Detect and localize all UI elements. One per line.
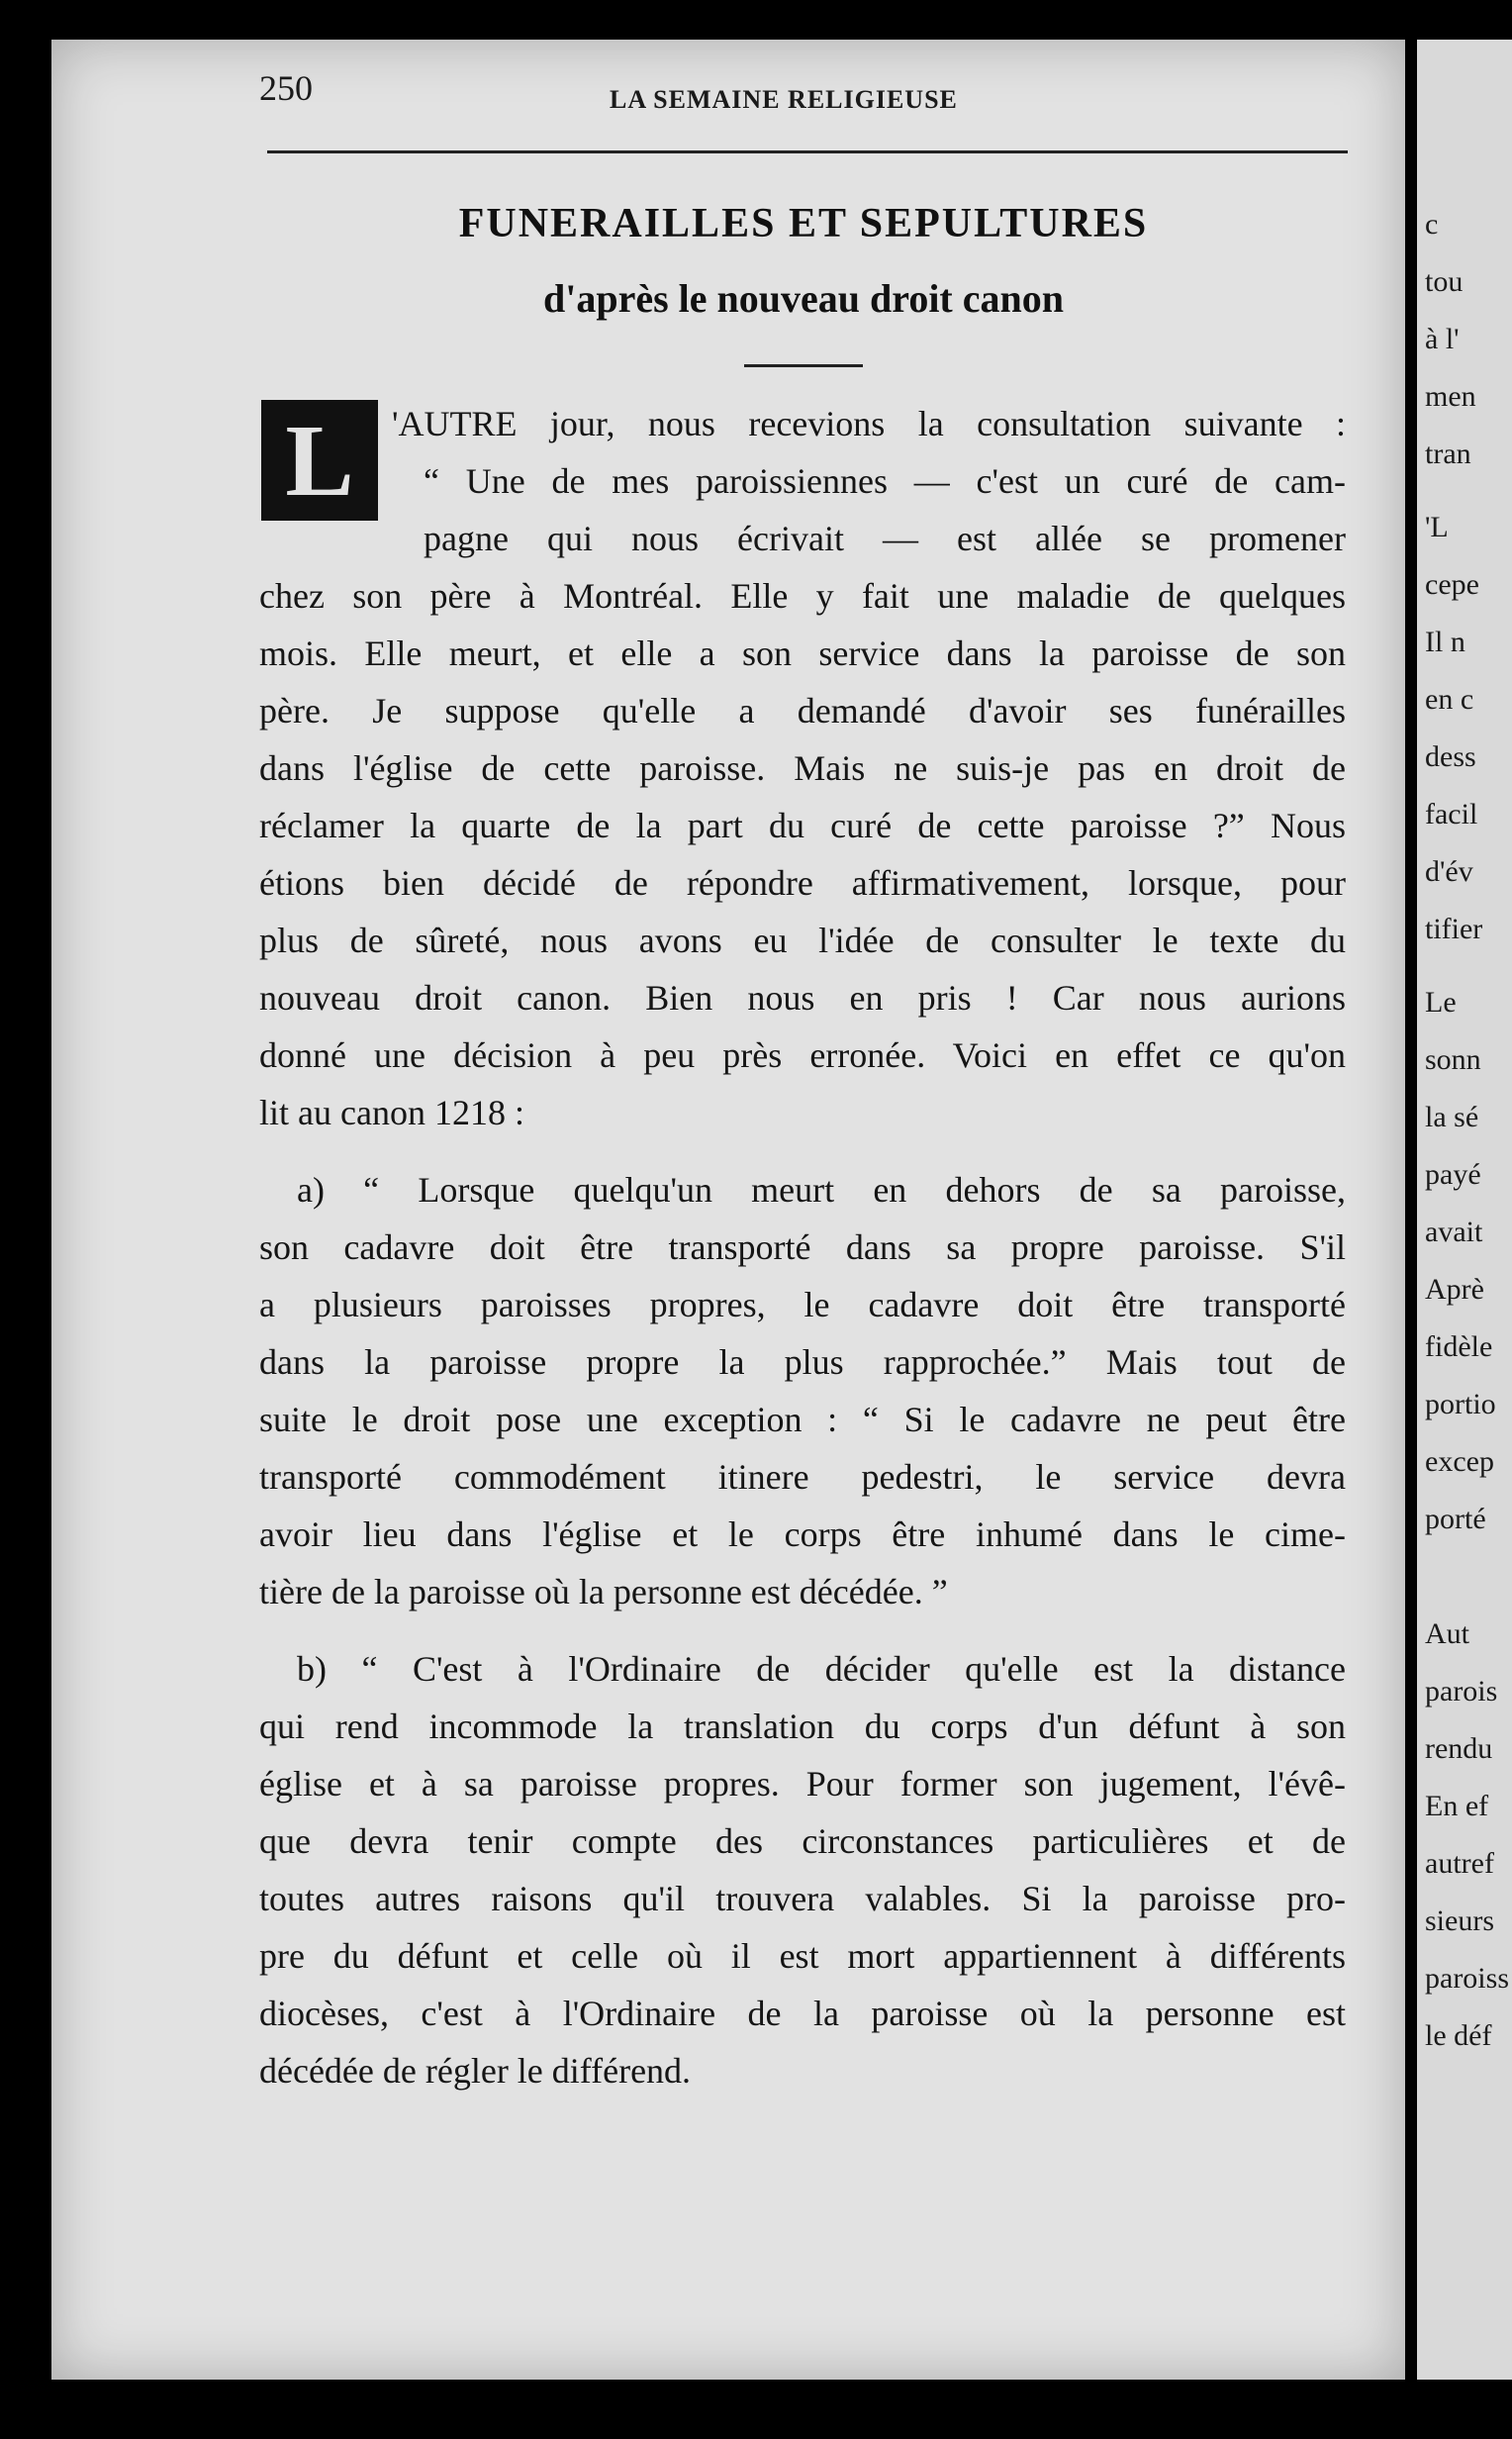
adjacent-page-fragment: Aprè bbox=[1425, 1273, 1484, 1306]
text-line: “ Une de mes paroissiennes — c'est un curé de cam- bbox=[424, 461, 1346, 501]
text-line: a plusieurs paroisses propres, le cadavre doit être transporté bbox=[259, 1285, 1346, 1324]
header-rule bbox=[267, 150, 1348, 153]
adjacent-page-fragment: facil bbox=[1425, 798, 1478, 830]
adjacent-page-fragment: paroiss bbox=[1425, 1962, 1509, 1995]
adjacent-page-fragment: avait bbox=[1425, 1216, 1483, 1248]
text-line: son cadavre doit être transporté dans sa propre paroisse. S'il bbox=[259, 1227, 1346, 1267]
adjacent-page-fragment: portio bbox=[1425, 1388, 1496, 1420]
text-line: pagne qui nous écrivait — est allée se promener bbox=[424, 519, 1346, 558]
adjacent-page-fragment: tran bbox=[1425, 438, 1471, 470]
adjacent-page-fragment: à l' bbox=[1425, 323, 1460, 355]
text-line: dans l'église de cette paroisse. Mais ne suis-je pas en droit de bbox=[259, 748, 1346, 788]
text-line: église et à sa paroisse propres. Pour former son jugement, l'évê- bbox=[259, 1764, 1346, 1804]
article-title: FUNERAILLES ET SEPULTURES bbox=[458, 201, 1149, 246]
adjacent-page-fragment: porté bbox=[1425, 1503, 1486, 1535]
adjacent-page-fragment: d'év bbox=[1425, 855, 1473, 888]
text-line: donné une décision à peu près erronée. Voici en effet ce qu'on bbox=[259, 1035, 1346, 1075]
text-line: a) “ Lorsque quelqu'un meurt en dehors de sa paroisse, bbox=[297, 1170, 1346, 1210]
article-subtitle: d'après le nouveau droit canon bbox=[543, 276, 1064, 321]
text-line: dans la paroisse propre la plus rapprochée.” Mais tout de bbox=[259, 1342, 1346, 1382]
page-number: 250 bbox=[259, 68, 313, 108]
text-line: 'AUTRE jour, nous recevions la consultation suivante : bbox=[392, 404, 1346, 443]
adjacent-page-fragment: parois bbox=[1425, 1675, 1498, 1707]
text-line: toutes autres raisons qu'il trouvera valables. Si la paroisse pro- bbox=[259, 1879, 1346, 1918]
text-line: qui rend incommode la translation du corps d'un défunt à son bbox=[259, 1707, 1346, 1746]
text-line: lit au canon 1218 : bbox=[259, 1093, 524, 1132]
adjacent-page-fragment: fidèle bbox=[1425, 1330, 1493, 1363]
dropcap-letter: L bbox=[261, 400, 378, 521]
adjacent-page-fragment: c bbox=[1425, 208, 1439, 241]
adjacent-page-fragment: men bbox=[1425, 380, 1476, 413]
text-line: tière de la paroisse où la personne est décédée. ” bbox=[259, 1572, 948, 1611]
adjacent-page-fragment: excep bbox=[1425, 1445, 1494, 1478]
text-line: père. Je suppose qu'elle a demandé d'avoir ses funérailles bbox=[259, 691, 1346, 731]
text-line: décédée de régler le différend. bbox=[259, 2051, 692, 2091]
text-line: plus de sûreté, nous avons eu l'idée de consulter le texte du bbox=[259, 921, 1346, 960]
adjacent-page bbox=[1417, 40, 1512, 2380]
adjacent-page-fragment: sonn bbox=[1425, 1043, 1481, 1076]
adjacent-page-fragment: tou bbox=[1425, 265, 1464, 298]
title-divider bbox=[744, 364, 863, 367]
adjacent-page-fragment: Il n bbox=[1425, 626, 1465, 658]
adjacent-page-fragment: sieurs bbox=[1425, 1904, 1494, 1937]
text-line: transporté commodément itinere pedestri, le service devra bbox=[259, 1457, 1346, 1497]
text-line: réclamer la quarte de la part du curé de cette paroisse ?” Nous bbox=[259, 806, 1346, 845]
running-title: LA SEMAINE RELIGIEUSE bbox=[610, 85, 958, 114]
text-line: que devra tenir compte des circonstances particulières et de bbox=[259, 1821, 1346, 1861]
adjacent-page-fragment: tifier bbox=[1425, 913, 1483, 945]
adjacent-page-fragment: en c bbox=[1425, 683, 1474, 716]
text-line: étions bien décidé de répondre affirmativement, lorsque, pour bbox=[259, 863, 1346, 903]
adjacent-page-fragment: cepe bbox=[1425, 568, 1479, 601]
adjacent-page-fragment: Le bbox=[1425, 986, 1457, 1019]
adjacent-page-fragment: rendu bbox=[1425, 1732, 1493, 1765]
adjacent-page-fragment: la sé bbox=[1425, 1101, 1479, 1133]
adjacent-page-fragment: 'L bbox=[1425, 511, 1449, 543]
text-line: avoir lieu dans l'église et le corps être inhumé dans le cime- bbox=[259, 1514, 1346, 1554]
text-line: b) “ C'est à l'Ordinaire de décider qu'elle est la distance bbox=[297, 1649, 1346, 1689]
adjacent-page-fragment: dess bbox=[1425, 740, 1476, 773]
text-line: pre du défunt et celle où il est mort appartiennent à différents bbox=[259, 1936, 1346, 1976]
text-line: suite le droit pose une exception : “ Si le cadavre ne peut être bbox=[259, 1400, 1346, 1439]
adjacent-page-fragment: Aut bbox=[1425, 1617, 1469, 1650]
adjacent-page-fragment: En ef bbox=[1425, 1790, 1489, 1822]
text-line: diocèses, c'est à l'Ordinaire de la paroisse où la personne est bbox=[259, 1994, 1346, 2033]
text-line: nouveau droit canon. Bien nous en pris ! Car nous aurions bbox=[259, 978, 1346, 1018]
text-line: mois. Elle meurt, et elle a son service dans la paroisse de son bbox=[259, 634, 1346, 673]
adjacent-page-fragment: autref bbox=[1425, 1847, 1494, 1880]
text-line: chez son père à Montréal. Elle y fait une maladie de quelques bbox=[259, 576, 1346, 616]
adjacent-page-fragment: payé bbox=[1425, 1158, 1481, 1191]
adjacent-page-fragment: le déf bbox=[1425, 2019, 1492, 2052]
